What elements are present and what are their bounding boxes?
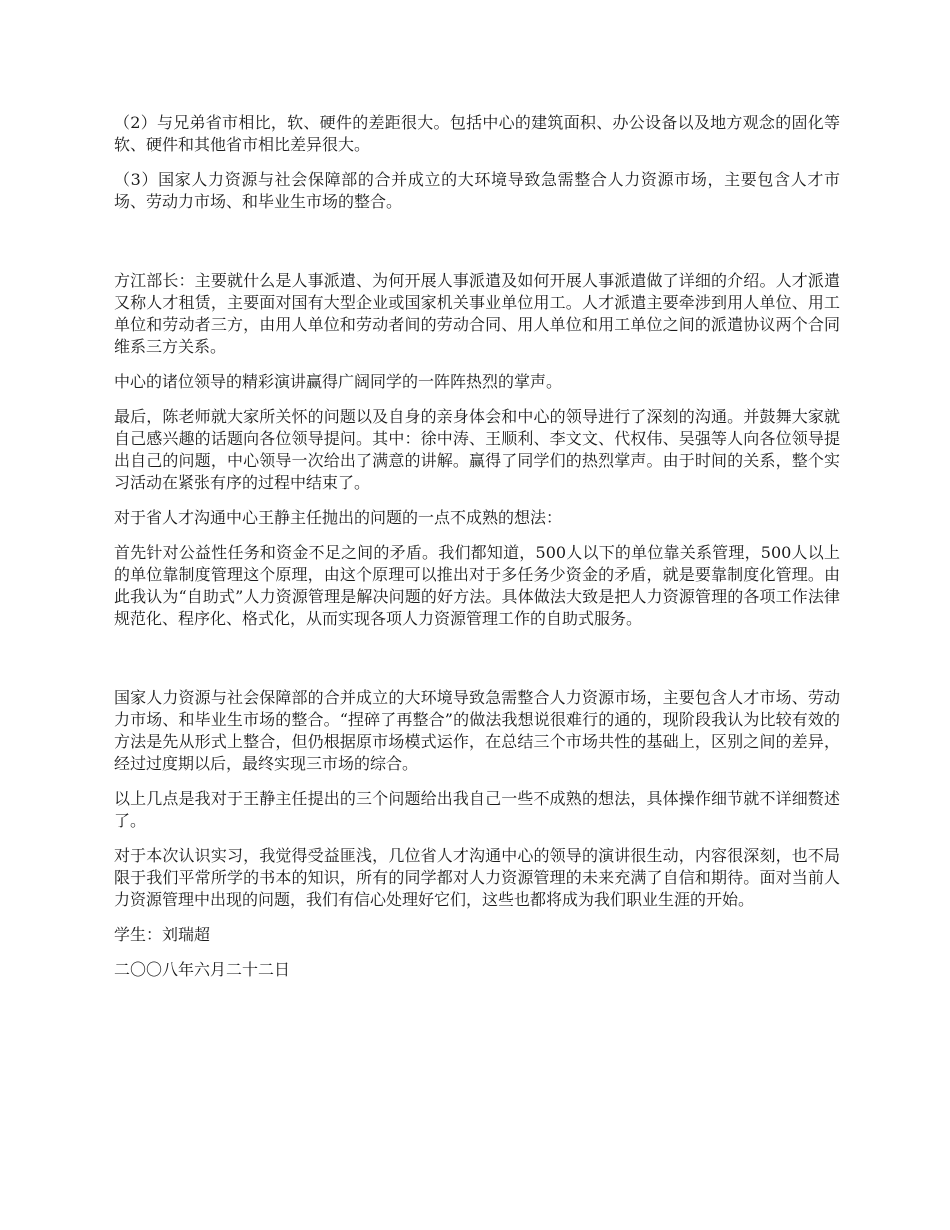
paragraph-summary: 以上几点是我对于王静主任提出的三个问题给出我自己一些不成熟的想法，具体操作细节就不详细赘述了。 [114, 789, 840, 830]
paragraph-closing-discussion: 最后，陈老师就大家所关怀的问题以及自身的亲身体会和中心的领导进行了深刻的沟通。并鼓舞大家就自己感兴趣的话题向各位领导提问。其中：徐中涛、王顺利、李文文、代权伟、吴强等人向各位领导提出自己的问题，中心领导一次给出了满意的讲解。赢得了同学们的热烈掌声。由于时间的关系，整个实习活动在紧张有序的过程中结束了。 [114, 407, 840, 492]
section-gap [114, 226, 840, 270]
paragraph-reflection: 对于本次认识实习，我觉得受益匪浅，几位省人才沟通中心的领导的演讲很生动，内容很深刻，也不局限于我们平常所学的书本的知识，所有的同学都对人力资源管理的未来充满了自信和期待。面对当前人力资源管理中出现的问题，我们有信心处理好它们，这些也都将成为我们职业生涯的开始。 [114, 846, 840, 909]
paragraph-first-thought: 首先针对公益性任务和资金不足之间的矛盾。我们都知道，500人以下的单位靠关系管理，500人以上的单位靠制度管理这个原理，由这个原理可以推出对于多任务少资金的矛盾，就是要靠制度化管理。由此我认为“自助式”人力资源管理是解决问题的好方法。具体做法大致是把人力资源管理的各项工作法律规范化、程序化、格式化，从而实现各项人力资源管理工作的自助式服务。 [114, 543, 840, 628]
section-gap [114, 643, 840, 687]
paragraph-point-2: （2）与兄弟省市相比，软、硬件的差距很大。包括中心的建筑面积、办公设备以及地方观念的固化等软、硬件和其他省市相比差异很大。 [114, 113, 840, 154]
signature-student: 学生：刘瑞超 [114, 925, 211, 944]
signature-date: 二〇〇八年六月二十二日 [114, 960, 291, 979]
paragraph-point-3: （3）国家人力资源与社会保障部的合并成立的大环境导致急需整合人力资源市场，主要包含人才市场、劳动力市场、和毕业生市场的整合。 [114, 170, 840, 211]
paragraph-applause: 中心的诸位领导的精彩演讲赢得广阔同学的一阵阵热烈的掌声。 [114, 372, 563, 391]
document-page [114, 112, 840, 994]
paragraph-fangjiang-speech: 方江部长：主要就什么是人事派遣、为何开展人事派遣及如何开展人事派遣做了详细的介绍。人才派遣又称人才租赁，主要面对国有大型企业或国家机关事业单位用工。人才派遣主要牵涉到用人单位、用工单位和劳动者三方，由用人单位和劳动者间的劳动合同、用人单位和用工单位之间的派遣协议两个合同维系三方关系。 [114, 271, 840, 356]
paragraph-market-integration: 国家人力资源与社会保障部的合并成立的大环境导致急需整合人力资源市场，主要包含人才市场、劳动力市场、和毕业生市场的整合。“捏碎了再整合”的做法我想说很难行的通的，现阶段我认为比较有效的方法是先从形式上整合，但仍根据原市场模式运作，在总结三个市场共性的基础上，区别之间的差异，经过过度期以后，最终实现三市场的综合。 [114, 688, 840, 773]
paragraph-thoughts-intro: 对于省人才沟通中心王静主任抛出的问题的一点不成熟的想法： [114, 508, 563, 527]
